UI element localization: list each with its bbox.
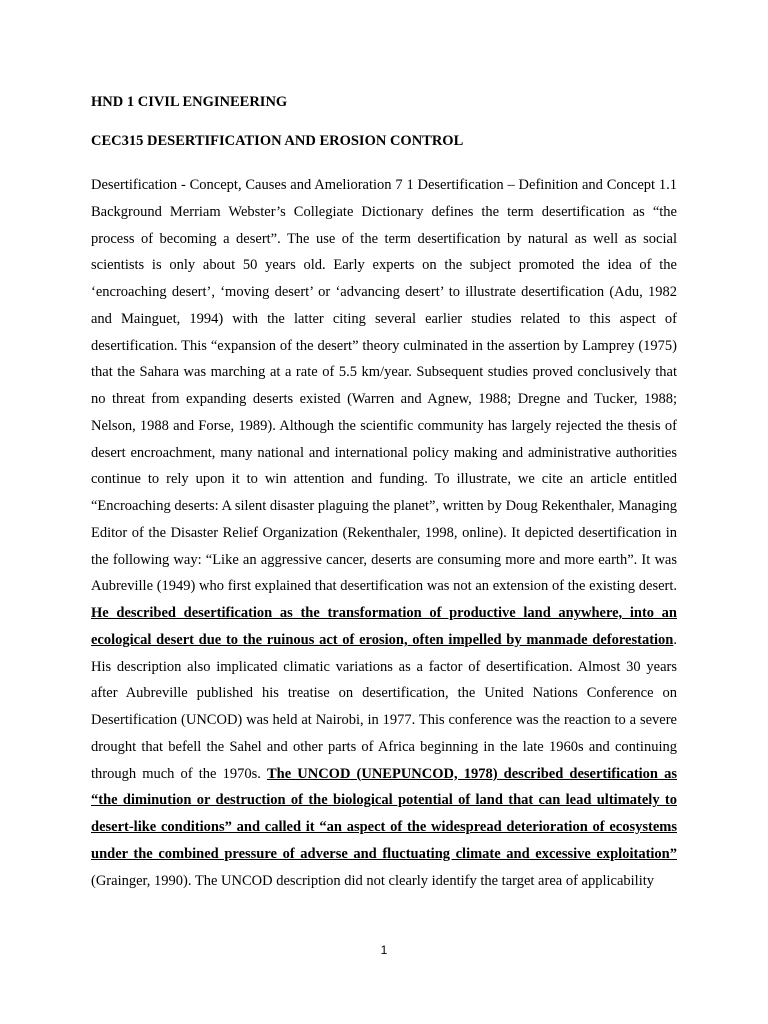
body-paragraph [91, 172, 677, 894]
page-number: 1 [380, 943, 388, 957]
paragraph-text: . His description also implicated climatic variations as a factor of desertification. Almost 30 years after Aubreville published his treatise on desertification, the United Nations Conference on Desertification (UNCOD) was held at Nairobi, in 1977. This conference was the reaction to a severe drought that befell the Sahel and other parts of Africa beginning in the late 1960s and continuing through much of the 1970s. [91, 631, 677, 782]
underlined-emphasis: The UNCOD (UNEPUNCOD, 1978) described desertification as “the diminution or destruction of the biological potential of land that can lead ultimately to desert-like conditions” and called it “an aspect of the widespread deterioration of ecosystems under the combined pressure of adverse and fluctuating climate and excessive exploitation” [91, 765, 677, 862]
paragraph-text: Desertification - Concept, Causes and Amelioration 7 1 Desertification – Definition and Concept 1.1 Background Merriam Webster’s Collegiate Dictionary defines the term desertification as “the process of becoming a desert”. The use of the term desertification by natural as well as social scientists is only about 50 years old. Early experts on the subject promoted the idea of the ‘encroaching desert’, ‘moving desert’ or ‘advancing desert’ to illustrate desertification (Adu, 1982 and Mainguet, 1994) with the latter citing several earlier studies related to this aspect of desertification. This “expansion of the desert” theory culminated in the assertion by Lamprey (1975) that the Sahara was marching at a rate of 5.5 km/year. Subsequent studies proved conclusively that no threat from expanding deserts existed (Warren and Agnew, 1988; Dregne and Tucker, 1988; Nelson, 1988 and Forse, 1989). Although the scientific community has largely rejected the thesis of desert encroachment, many national and international policy making and administrative authorities continue to rely upon it to win attention and funding. To illustrate, we cite an article entitled “Encroaching deserts: A silent disaster plaguing the planet”, written by Doug Rekenthaler, Managing Editor of the Disaster Relief Organization (Rekenthaler, 1998, online). It depicted desertification in the following way: “Like an aggressive cancer, deserts are consuming more and more earth”. It was Aubreville (1949) who first explained that desertification was not an extension of the existing desert. [91, 177, 677, 595]
paragraph-text: (Grainger, 1990). The UNCOD description did not clearly identify the target area of applicability [91, 872, 655, 889]
course-title-heading: CEC315 DESERTIFICATION AND EROSION CONTROL [91, 133, 464, 149]
underlined-emphasis: He described desertification as the transformation of productive land anywhere, into an ecological desert due to the ruinous act of erosion, often impelled by manmade deforestation [91, 605, 677, 648]
course-level-heading: HND 1 CIVIL ENGINEERING [91, 94, 288, 110]
